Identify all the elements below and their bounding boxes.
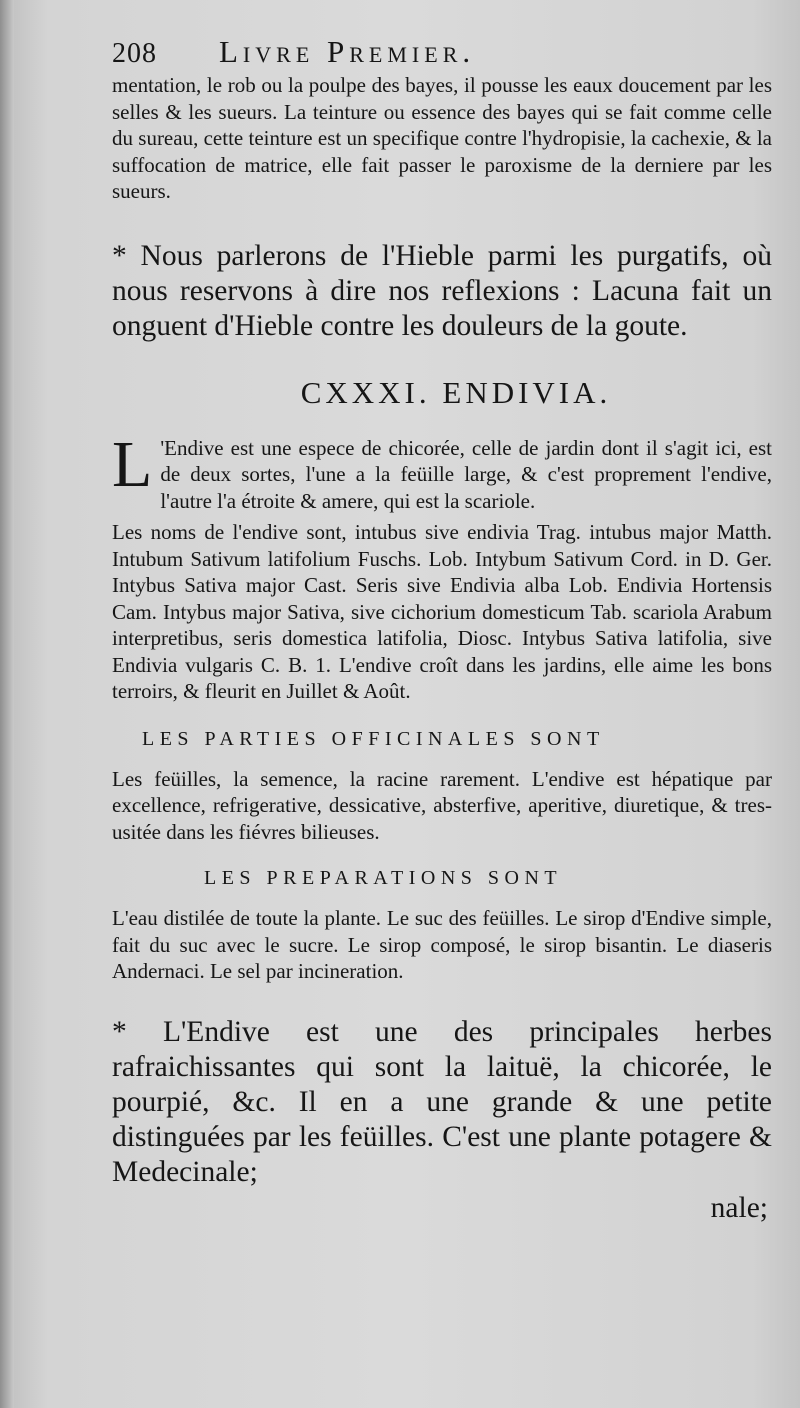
parties-paragraph: Les feüilles, la semence, la racine rarement. L'endive est hépatique par excellence, refrigerative, dessicative, absterfive, aperitive, diuretique, & tres-usitée dans les fiévres bilieuses. <box>112 766 772 844</box>
endive-intro-text: 'Endive est une espece de chicorée, celle de jardin dont il s'agit ici, est de deux sortes, l'une a la feüille large, & c'est proprement l'endive, l'autre l'a étroite & amere, qui est la scariole. <box>160 435 772 513</box>
page-number: 208 <box>112 38 157 69</box>
chapter-title: CXXXI. ENDIVIA. <box>300 374 612 410</box>
page-gutter-shadow <box>0 0 14 1408</box>
section-heading-preparations: LES PREPARATIONS SONT <box>204 867 563 889</box>
running-head <box>112 34 772 70</box>
note-endive: * L'Endive est une des principales herbes rafraichissantes qui sont la laituë, la chicorée, le pourpié, &c. Il en a une grande & une petite distinguées par les feüilles. C'est une plante potagere & Medecinale; <box>112 1015 772 1188</box>
endive-intro-paragraph <box>112 427 772 515</box>
running-title: Livre Premier. <box>219 34 476 69</box>
continuation-paragraph: mentation, le rob ou la poulpe des bayes, il pousse les eaux doucement par les selles & les sueurs. La teinture ou essence des bayes qui se fait comme celle du sureau, cette teinture est un specifique contre l'hydropisie, la cachexie, & la suffocation de matrice, elle fait passer le paroxisme de la derniere par les sueurs. <box>112 73 772 203</box>
drop-cap: L <box>112 427 153 501</box>
names-paragraph: Les noms de l'endive sont, intubus sive endivia Trag. intubus major Matth. Intubum Sativum latifolium Fuschs. Lob. Intybum Sativum Cord. in D. Ger. Intybus Sativa major Cast. Seris sive Endivia alba Lob. Endivia Hortensis Cam. Intybus major Sativa, sive cichorium domesticum Tab. scariola Arabum interpretibus, seris domestica latifolia, Diosc. Intybus Sativa latifolia, sive Endivia vulgaris C. B. 1. L'endive croît dans les jardins, elle aime les bons terroirs, & fleurit en Juillet & Août. <box>112 520 772 703</box>
note-hieble: * Nous parlerons de l'Hieble parmi les purgatifs, où nous reservons à dire nos reflexions : Lacuna fait un onguent d'Hieble contre les douleurs de la goute. <box>112 239 772 342</box>
section-heading-parties: LES PARTIES OFFICINALES SONT <box>142 727 605 750</box>
preparations-paragraph: L'eau distilée de toute la plante. Le suc des feüilles. Le sirop d'Endive simple, fait du suc avec le sucre. Le sirop composé, le sirop bisantin. Le diaseris Andernaci. Le sel par incineration. <box>112 906 772 983</box>
catchword: nale; <box>710 1191 768 1224</box>
